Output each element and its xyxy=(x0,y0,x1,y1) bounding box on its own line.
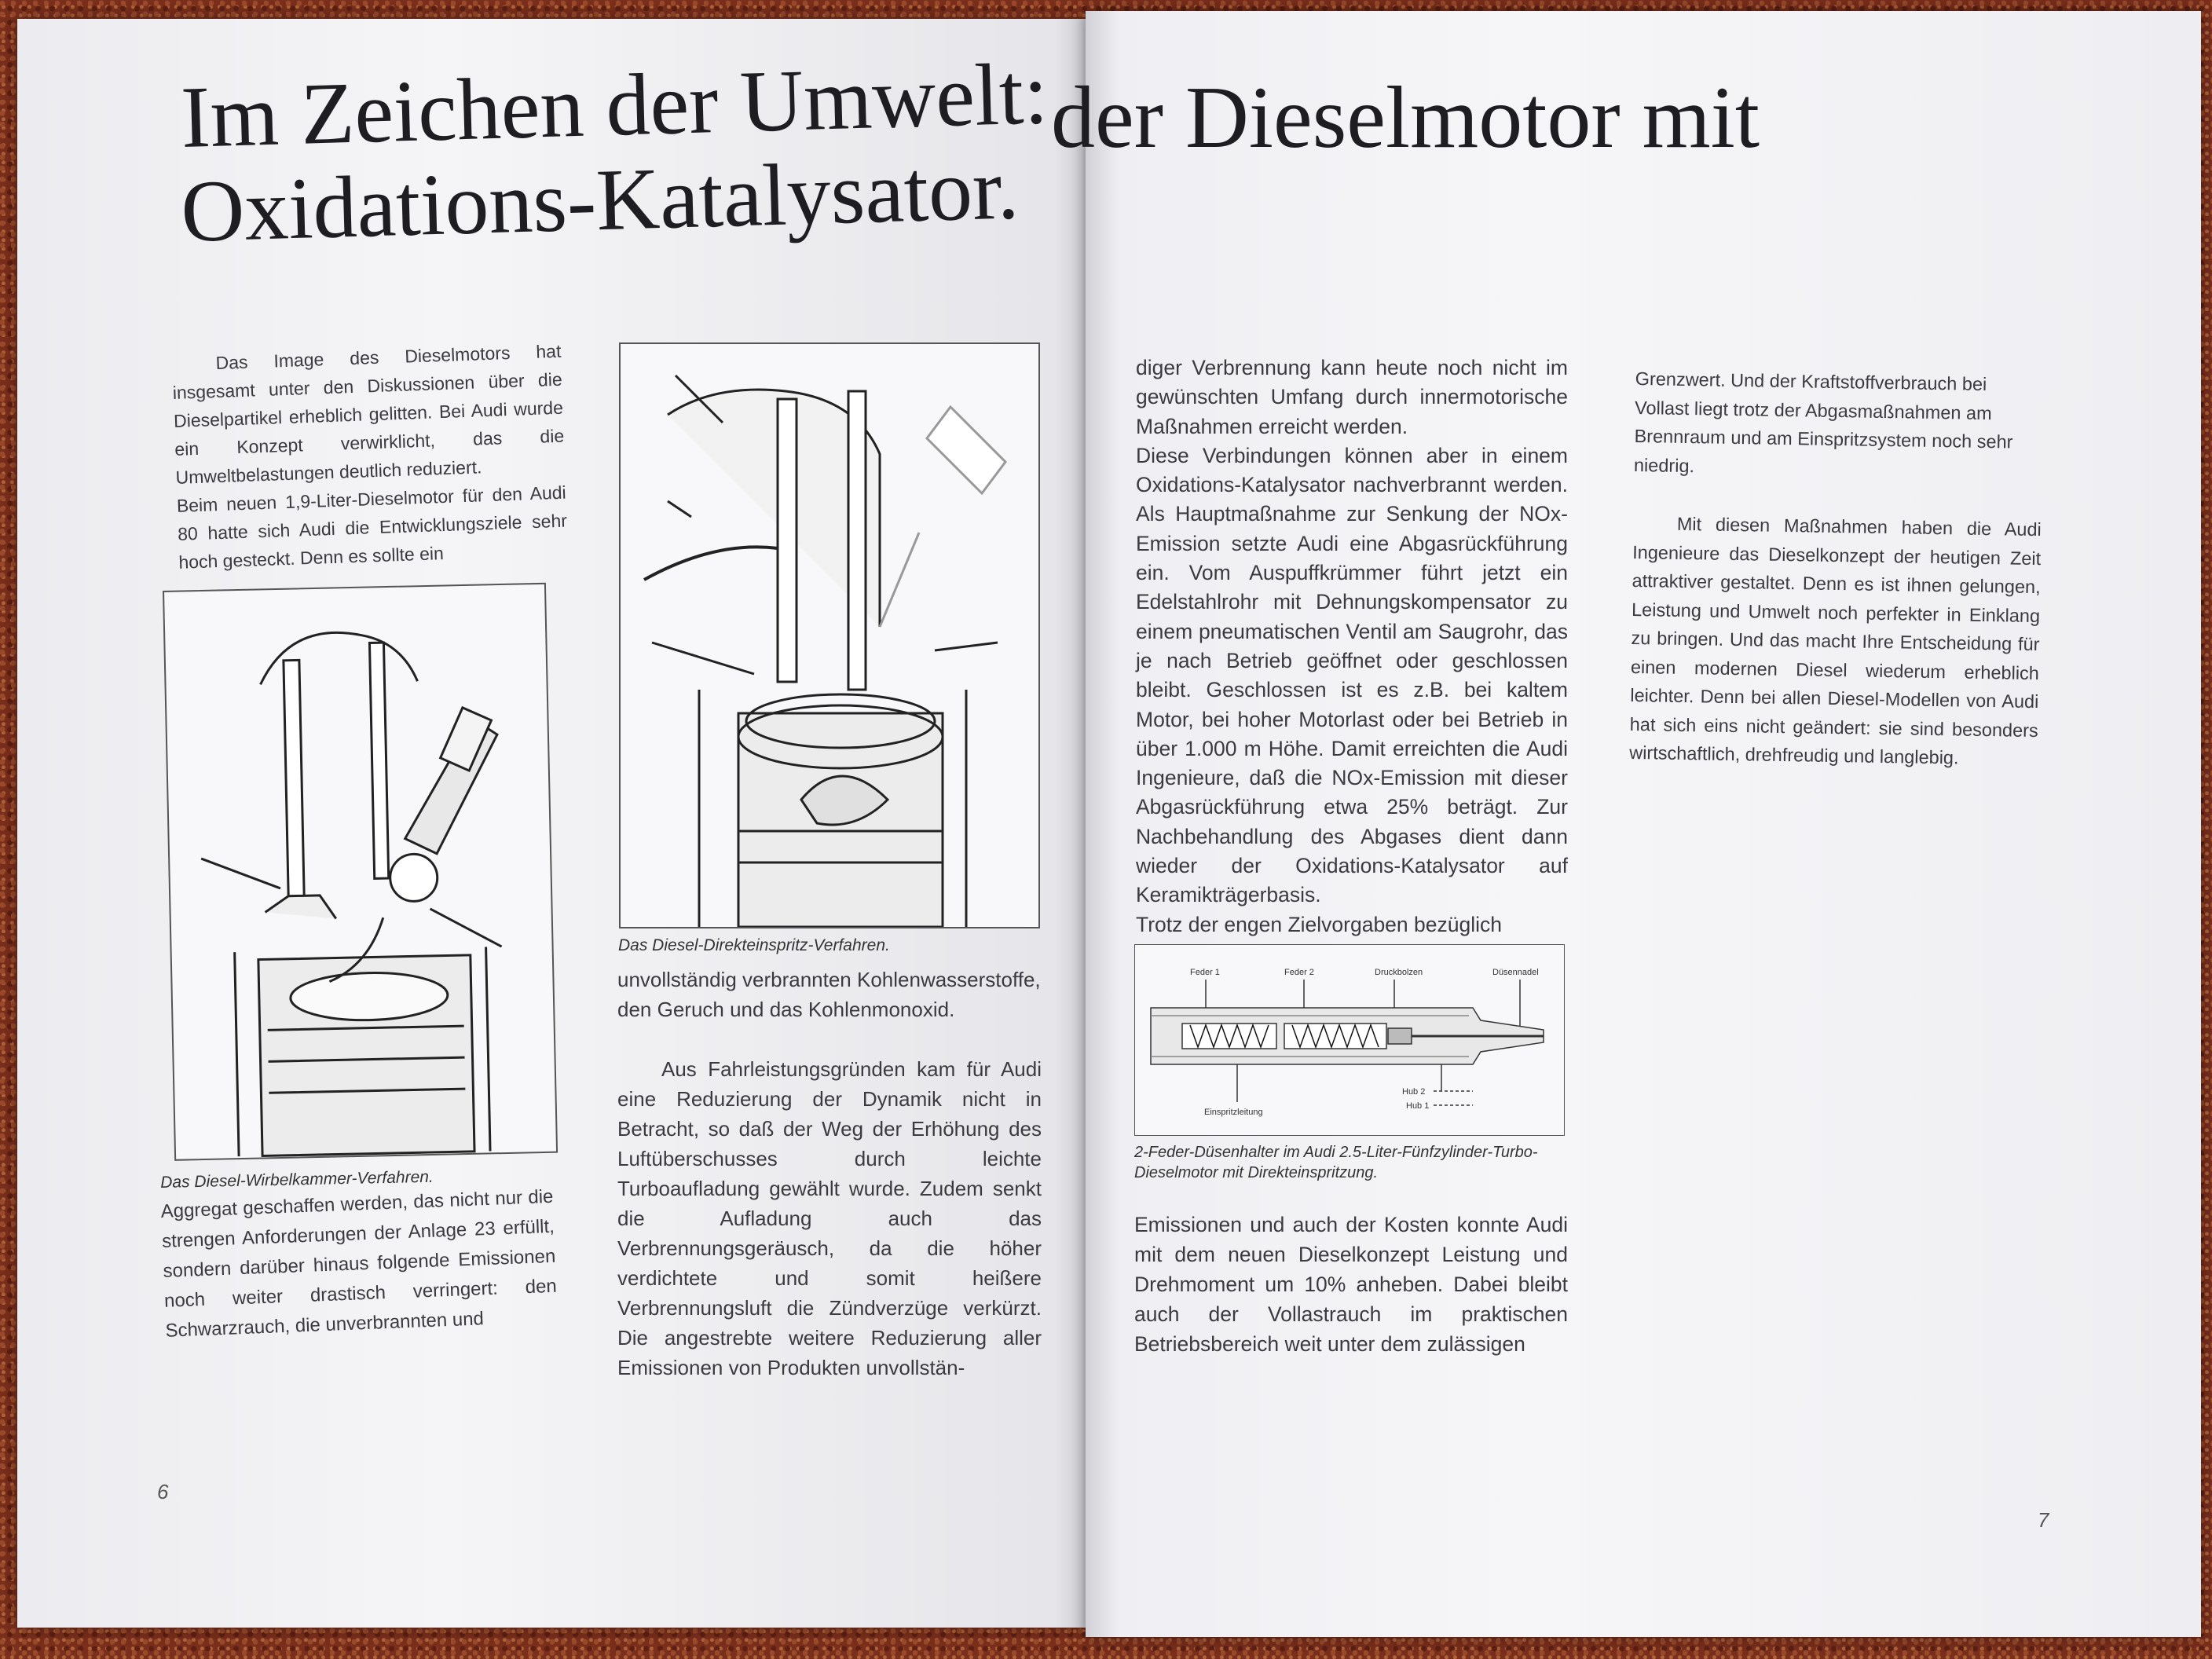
column-3-paragraph-3: Trotz der engen Zielvorgaben bezüglich xyxy=(1136,912,1502,936)
figure-duesenhalter xyxy=(1134,944,1565,1136)
label-einspritzleitung: Einspritzleitung xyxy=(1204,1108,1263,1117)
page-title-line1-left: Im Zeichen der Umwelt: xyxy=(179,45,1049,167)
column-3-bottom xyxy=(1134,1210,1568,1359)
figure-duesenhalter-caption: 2-Feder-Düsenhalter im Audi 2.5-Liter-Fünfzylinder-Turbo-Dieselmotor mit Direkteinspritzung. xyxy=(1134,1144,1538,1181)
label-hub-1: Hub 1 xyxy=(1406,1101,1430,1111)
column-2-paragraph-2: Aus Fahrleistungsgründen kam für Audi eine Reduzierung der Dynamik nicht in Betracht, so daß der Weg der Erhöhung des Luftüberschusses durch leichte Turboaufladung gewählt wurde. Zudem senkt die Aufladung auch das Verbrennungsgeräusch, da die höher verdichtete und somit heißere Verbrennungsluft die Zündverzüge verkürzt. Die angestrebte weitere Reduzierung aller Emissionen von Produkten unvollstän- xyxy=(617,1057,1042,1379)
label-feder-1: Feder 1 xyxy=(1190,968,1220,977)
intro-paragraph-2: Beim neuen 1,9-Liter-Dieselmotor für den Audi 80 hatte sich Audi die Entwicklungsziele sehr hoch gesteckt. Denn es sollte ein xyxy=(176,482,568,573)
label-druckbolzen: Druckbolzen xyxy=(1375,968,1423,977)
column-4-paragraph-1: Grenzwert. Und der Kraftstoffverbrauch bei Vollast liegt trotz der Abgasmaßnahmen am Brennraum und am Einspritzsystem noch sehr niedrig. xyxy=(1633,368,2013,476)
column-3-paragraph-1: diger Verbrennung kann heute noch nicht im gewünschten Umfang durch innermotorische Maßnahmen erreicht werden. xyxy=(1136,356,1568,438)
figure-direkteinspritz xyxy=(619,342,1040,928)
column-1-bottom-text: Aggregat geschaffen werden, das nicht nur die strengen Anforderungen der Anlage 23 erfüllt, sondern darüber hinaus folgende Emissionen noch weiter drastisch verringert: den Schwarzrauch, die unverbrannten und xyxy=(160,1185,558,1342)
page-title-line1-right: der Dieselmotor mit xyxy=(1051,69,1760,167)
figure-wirbelkammer-caption: Das Diesel-Wirbelkammer-Verfahren. xyxy=(160,1167,434,1192)
column-3-top xyxy=(1136,353,1568,939)
column-3-paragraph-2: Diese Verbindungen können aber in einem Oxidations-Katalysator nachverbrannt werden. Als Hauptmaßnahme zur Senkung der NOx-Emission setzte Audi eine Abgasrückführung ein. Vom Auspuffkrümmer führt jetzt ein Edelstahlrohr mit Dehnungskompensator zu einem pneumatischen Ventil am Saugrohr, das je nach Betrieb geöffnet oder geschlossen bleibt. Geschlossen ist es z.B. bei kaltem Motor, bei hoher Motorlast oder bei Betrieb in über 1.000 m Höhe. Damit erreichten die Audi Ingenieure, daß die NOx-Emission mit dieser Abgasrückführung etwa 25% beträgt. Zur Nachbehandlung des Abgases dient dann wieder der Oxidations-Katalysator auf Keramikträgerbasis. xyxy=(1136,443,1568,907)
column-4 xyxy=(1629,364,2044,774)
figure-wirbelkammer xyxy=(163,583,558,1161)
intro-paragraph-1: Das Image des Dieselmotors hat insgesamt unter den Diskussionen über die Dieselpartikel erheblich gelitten. Bei Audi wurde ein Konzept verwirklicht, das die Umweltbelastungen deutlich reduziert. xyxy=(172,340,565,488)
right-page xyxy=(1051,11,2201,1637)
direkteinspritz-illustration xyxy=(621,344,1038,927)
label-hub-2: Hub 2 xyxy=(1402,1087,1426,1097)
left-page xyxy=(17,19,1086,1628)
column-1-intro xyxy=(171,337,569,577)
column-3-bottom-text: Emissionen und auch der Kosten konnte Audi mit dem neuen Dieselkonzept Leistung und Drehmoment um 10% anheben. Dabei bleibt auch der Vollastrauch im praktischen Betriebsbereich weit unter dem zulässigen xyxy=(1134,1213,1568,1356)
wirbelkammer-illustration xyxy=(164,584,556,1159)
label-feder-2: Feder 2 xyxy=(1284,968,1314,977)
column-4-paragraph-2: Mit diesen Maßnahmen haben die Audi Ingenieure das Dieselkonzept der heutigen Zeit attraktiver gestaltet. Denn es ist ihnen gelungen, Leistung und Umwelt noch perfekter in Einklang zu bringen. Und das macht Ihre Entscheidung für einen modernen Diesel wiederum erheblich leichter. Denn bei allen Diesel-Modellen von Audi hat sich eins nicht geändert: sie sind besonders wirtschaftlich, drehfreudig und langlebig. xyxy=(1629,513,2042,768)
page-number-right: 7 xyxy=(2038,1508,2049,1532)
column-2-text xyxy=(617,965,1042,1382)
label-duesennadel: Düsennadel xyxy=(1492,968,1539,977)
column-2-paragraph-1: unvollständig verbrannten Kohlenwasserstoffe, den Geruch und das Kohlenmonoxid. xyxy=(617,968,1041,1021)
figure-direkteinspritz-caption: Das Diesel-Direkteinspritz-Verfahren. xyxy=(618,936,890,954)
duesenhalter-illustration xyxy=(1135,945,1564,1135)
page-number-left: 6 xyxy=(157,1480,169,1503)
column-1-bottom xyxy=(160,1182,558,1346)
page-title-line2: Oxidations-Katalysator. xyxy=(179,140,1020,261)
